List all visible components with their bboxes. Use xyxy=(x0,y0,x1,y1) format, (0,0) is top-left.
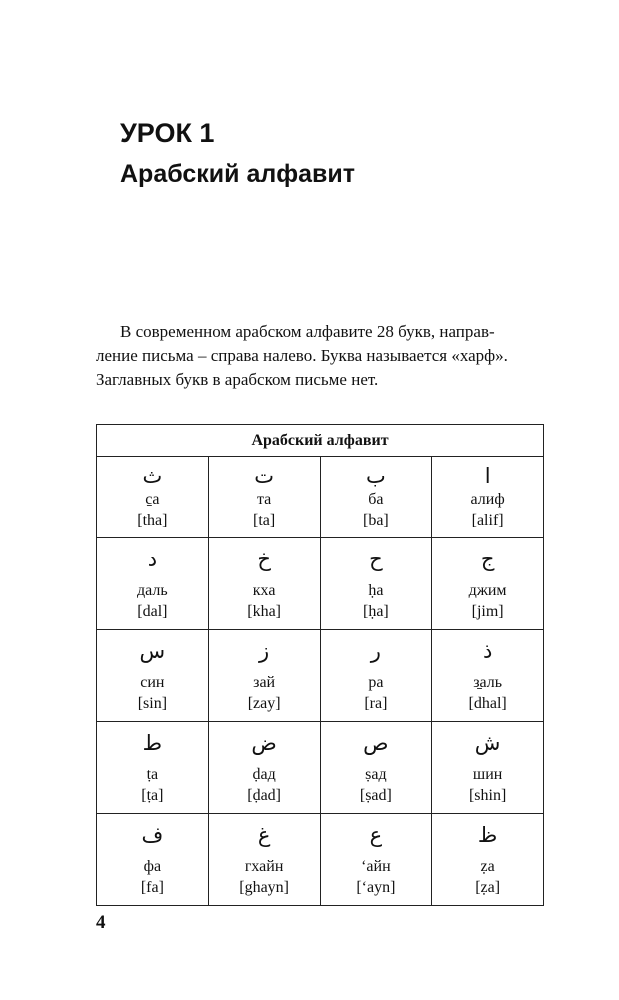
arabic-letter: ص xyxy=(363,730,389,755)
table-row xyxy=(97,538,544,630)
arabic-letter: ث xyxy=(142,464,163,488)
letter-translit: [ghayn] xyxy=(239,878,289,896)
table-row xyxy=(97,814,544,906)
alphabet-table xyxy=(96,424,544,906)
letter-cell xyxy=(320,538,432,630)
letter-name: джим xyxy=(468,581,507,599)
arabic-letter: ج xyxy=(480,546,495,571)
letter-name: син xyxy=(140,673,165,691)
table-row xyxy=(97,457,544,538)
arabic-letter: س xyxy=(139,638,166,663)
page-title: Арабский алфавит xyxy=(120,160,355,188)
letter-name: гхайн xyxy=(244,857,284,875)
arabic-letter: ت xyxy=(254,464,275,488)
arabic-letter: خ xyxy=(257,546,271,571)
intro-paragraph xyxy=(96,320,543,392)
intro-line-2: ление письма – справа налево. Буква называется «харф». xyxy=(96,346,508,365)
letter-translit: [dal] xyxy=(137,602,168,620)
letter-name: зай xyxy=(253,673,276,691)
letter-cell xyxy=(208,814,320,906)
arabic-letter: ف xyxy=(141,822,164,847)
letter-cell xyxy=(320,457,432,538)
letter-translit: [shin] xyxy=(468,786,507,804)
letter-translit: [ḥa] xyxy=(362,602,389,620)
letter-cell xyxy=(97,538,209,630)
letter-cell xyxy=(97,630,209,722)
letter-cell xyxy=(97,722,209,814)
intro-line-1: В современном арабском алфавите 28 букв, направ- xyxy=(120,322,495,341)
letter-translit: [sin] xyxy=(137,694,168,712)
arabic-letter: ب xyxy=(365,464,386,488)
page-number: 4 xyxy=(96,912,106,933)
letter-cell xyxy=(432,814,544,906)
letter-translit: [dhal] xyxy=(468,694,507,712)
letter-translit: [ḍad] xyxy=(247,786,281,804)
letter-translit: [ra] xyxy=(364,694,388,712)
arabic-letter: ش xyxy=(474,730,501,755)
letter-translit: [‘ayn] xyxy=(356,878,396,896)
table-caption: Арабский алфавит xyxy=(97,425,544,457)
letter-translit: [kha] xyxy=(247,602,281,620)
arabic-letter: ز xyxy=(259,638,270,663)
letter-cell xyxy=(320,722,432,814)
letter-name: з̱аль xyxy=(473,673,503,691)
letter-translit: [ta] xyxy=(253,512,276,529)
letter-cell xyxy=(432,457,544,538)
table-row xyxy=(97,722,544,814)
letter-cell xyxy=(432,630,544,722)
letter-name: шин xyxy=(472,765,503,783)
letter-name: даль xyxy=(137,581,168,599)
letter-translit: [tha] xyxy=(137,512,168,529)
letter-name: ṣад xyxy=(365,765,387,783)
letter-name: ẓа xyxy=(480,857,495,875)
letter-cell xyxy=(208,722,320,814)
letter-cell xyxy=(208,538,320,630)
arabic-letter: ر xyxy=(370,638,381,663)
letter-cell xyxy=(208,457,320,538)
letter-cell xyxy=(320,814,432,906)
intro-line-3: Заглавных букв в арабском письме нет. xyxy=(96,370,379,389)
letter-translit: [fa] xyxy=(140,878,164,896)
letter-name: алиф xyxy=(470,491,505,508)
letter-translit: [ṣad] xyxy=(359,786,392,804)
letter-name: ра xyxy=(368,673,384,691)
letter-cell xyxy=(208,630,320,722)
letter-cell xyxy=(432,722,544,814)
arabic-letter: د xyxy=(147,546,158,571)
letter-name: ṭа xyxy=(146,765,159,783)
letter-name: ‘айн xyxy=(361,857,391,875)
letter-translit: [ba] xyxy=(362,512,389,529)
arabic-letter: ع xyxy=(369,822,383,847)
arabic-letter: ذ xyxy=(482,638,493,663)
letter-name: кха xyxy=(252,581,276,599)
letter-cell xyxy=(320,630,432,722)
arabic-letter: ح xyxy=(369,546,383,571)
letter-cell xyxy=(97,457,209,538)
arabic-letter: ظ xyxy=(477,822,498,847)
letter-cell xyxy=(97,814,209,906)
arabic-letter: ض xyxy=(251,730,277,755)
letter-translit: [zay] xyxy=(247,694,281,712)
letter-translit: [jim] xyxy=(471,602,504,620)
letter-translit: [alif] xyxy=(471,512,504,529)
letter-name: ḥа xyxy=(368,581,384,599)
arabic-letter: ط xyxy=(142,730,163,755)
letter-translit: [ṭa] xyxy=(141,786,164,804)
letter-translit: [ẓa] xyxy=(475,878,501,896)
letter-name: та xyxy=(256,491,272,508)
letter-name: c̱а xyxy=(145,491,160,508)
letter-cell xyxy=(432,538,544,630)
arabic-letter: غ xyxy=(257,822,271,847)
letter-name: ба xyxy=(368,491,384,508)
letter-name: фа xyxy=(143,857,162,875)
table-row xyxy=(97,630,544,722)
lesson-label: УРОК 1 xyxy=(120,118,215,148)
arabic-letter: ا xyxy=(484,464,491,488)
letter-name: ḍад xyxy=(252,765,276,783)
